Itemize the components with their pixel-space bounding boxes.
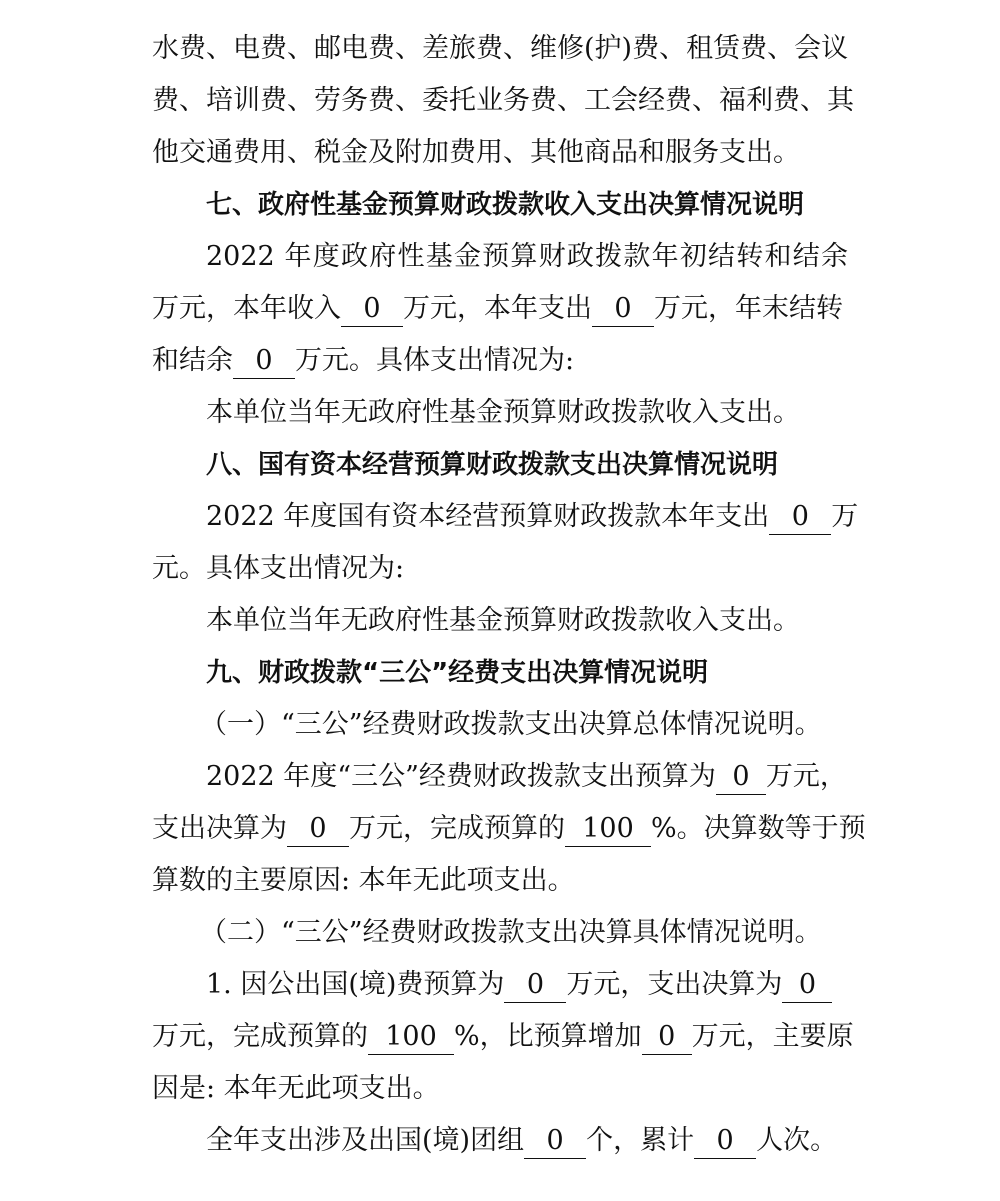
paragraph-line bbox=[152, 289, 848, 329]
text: 万 bbox=[831, 501, 859, 532]
text: 万元，支出决算为 bbox=[566, 969, 783, 1000]
paragraph-line bbox=[206, 965, 848, 1005]
text: 万元，完成预算的 bbox=[349, 813, 565, 844]
text: %。决算数等于预 bbox=[651, 813, 866, 844]
text: 水费、电费、邮电费、差旅费、维修(护)费、租赁费、会议 bbox=[152, 33, 849, 64]
text: 万元，主要原 bbox=[691, 1021, 854, 1052]
text: 个，累计 bbox=[586, 1125, 695, 1156]
subsection-heading bbox=[200, 913, 848, 953]
text: 万元，本年支出 bbox=[403, 293, 592, 324]
paragraph-line bbox=[206, 237, 848, 277]
blank-value: 0 bbox=[716, 762, 766, 795]
paragraph-line bbox=[152, 81, 854, 121]
paragraph-line bbox=[152, 1069, 848, 1109]
paragraph-line bbox=[152, 29, 848, 69]
blank-value: 0 bbox=[782, 970, 832, 1003]
text: 本单位当年无政府性基金预算财政拨款收入支出。 bbox=[206, 605, 800, 636]
blank-value: 0 bbox=[592, 294, 654, 327]
blank-value: 0 bbox=[341, 294, 403, 327]
paragraph-line bbox=[206, 1121, 848, 1161]
blank-value: 0 bbox=[694, 1126, 756, 1159]
blank-value: 0 bbox=[233, 346, 295, 379]
text: 因是: 本年无此项支出。 bbox=[152, 1073, 440, 1104]
blank-value: 100 bbox=[565, 814, 651, 847]
text: 2022 年度政府性基金预算财政拨款年初结转和结余 bbox=[206, 241, 848, 272]
blank-value: 0 bbox=[769, 502, 831, 535]
text: 全年支出涉及出国(境)团组 bbox=[206, 1125, 525, 1156]
text: 费、培训费、劳务费、委托业务费、工会经费、福利费、其 bbox=[152, 85, 854, 116]
text: 他交通费用、税金及附加费用、其他商品和服务支出。 bbox=[152, 137, 800, 168]
text: 万元，完成预算的 bbox=[152, 1021, 368, 1052]
text: 万元， bbox=[765, 761, 847, 792]
text: 万元。具体支出情况为: bbox=[295, 345, 575, 376]
text: 人次。 bbox=[756, 1125, 838, 1156]
paragraph-line bbox=[206, 757, 848, 797]
heading-text: 八、国有资本经营预算财政拨款支出决算情况说明 bbox=[206, 450, 779, 480]
blank-value: 0 bbox=[524, 1126, 586, 1159]
subsection-heading bbox=[200, 705, 848, 745]
heading-text: 九、财政拨款“三公”经费支出决算情况说明 bbox=[206, 658, 709, 688]
text: 算数的主要原因: 本年无此项支出。 bbox=[152, 865, 575, 896]
text: 支出决算为 bbox=[152, 813, 287, 844]
blank-value: 0 bbox=[642, 1022, 692, 1055]
text: 和结余 bbox=[152, 345, 233, 376]
paragraph-line bbox=[152, 133, 848, 173]
paragraph-line bbox=[152, 341, 848, 381]
section-heading-7 bbox=[206, 185, 848, 225]
text: 2022 年度“三公”经费财政拨款支出预算为 bbox=[206, 761, 716, 792]
blank-value: 100 bbox=[368, 1022, 454, 1055]
paragraph-line bbox=[206, 393, 848, 433]
text: 元。具体支出情况为: bbox=[152, 553, 405, 584]
blank-value: 0 bbox=[504, 970, 566, 1003]
paragraph-line bbox=[152, 809, 866, 849]
paragraph-line bbox=[206, 497, 859, 537]
text: 万元，年末结转 bbox=[654, 293, 843, 324]
paragraph-line bbox=[206, 601, 848, 641]
text: 本单位当年无政府性基金预算财政拨款收入支出。 bbox=[206, 397, 800, 428]
section-heading-9 bbox=[206, 653, 848, 693]
text: 2022 年度国有资本经营预算财政拨款本年支出 bbox=[206, 501, 770, 532]
blank-value: 0 bbox=[287, 814, 349, 847]
heading-text: 七、政府性基金预算财政拨款收入支出决算情况说明 bbox=[206, 190, 805, 220]
text: （二）“三公”经费财政拨款支出决算具体情况说明。 bbox=[200, 917, 822, 948]
text: （一）“三公”经费财政拨款支出决算总体情况说明。 bbox=[200, 709, 822, 740]
paragraph-line bbox=[152, 861, 848, 901]
paragraph-line bbox=[152, 549, 848, 589]
section-heading-8 bbox=[206, 445, 848, 485]
paragraph-line bbox=[152, 1017, 854, 1057]
text: 万元，本年收入 bbox=[152, 293, 341, 324]
text: 1. 因公出国(境)费预算为 bbox=[206, 969, 505, 1000]
text: %，比预算增加 bbox=[454, 1021, 642, 1052]
